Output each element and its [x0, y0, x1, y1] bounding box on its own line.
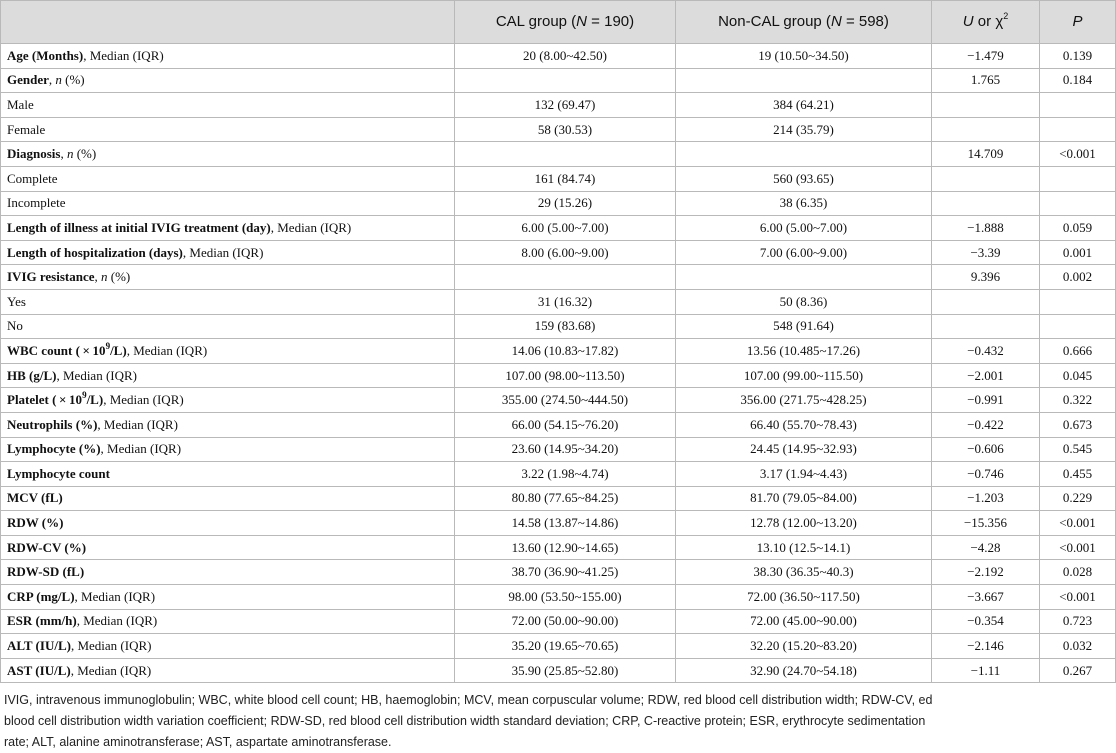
table-row	[1, 240, 1116, 265]
noncal-value-cell	[676, 68, 932, 93]
p-value-cell	[1040, 93, 1116, 118]
row-label-cell	[1, 68, 455, 93]
row-label-suffix: , Median (IQR)	[182, 244, 264, 260]
cal-value-cell: 31 (16.32)	[455, 289, 676, 314]
row-label: ALT (IU/L)	[7, 638, 71, 654]
row-label: MCV (fL)	[7, 490, 63, 506]
header-variable	[1, 1, 455, 44]
table-row	[1, 486, 1116, 511]
statistic-cell: 1.765	[932, 68, 1040, 93]
cal-value-cell: 35.20 (19.65~70.65)	[455, 634, 676, 659]
p-value-cell: 0.229	[1040, 486, 1116, 511]
row-label-suffix: ,	[94, 269, 102, 285]
p-value-cell: <0.001	[1040, 585, 1116, 610]
table-row	[1, 142, 1116, 167]
row-label-suffix2: (%)	[61, 72, 85, 88]
p-value-cell: 0.059	[1040, 216, 1116, 241]
header-noncal-n: N	[830, 13, 842, 30]
noncal-value-cell: 38.30 (36.35~40.3)	[676, 560, 932, 585]
row-label-cell	[1, 535, 455, 560]
row-label-cell	[1, 363, 455, 388]
cal-value-cell: 72.00 (50.00~90.00)	[455, 609, 676, 634]
cal-value-cell: 159 (83.68)	[455, 314, 676, 339]
header-cal-prefix: CAL group (	[495, 13, 577, 30]
table-footnote	[0, 688, 1116, 753]
table-row	[1, 289, 1116, 314]
noncal-value-cell: 19 (10.50~34.50)	[676, 44, 932, 69]
noncal-value-cell	[676, 265, 932, 290]
row-label: WBC count ( × 10	[7, 342, 106, 358]
statistic-cell	[932, 314, 1040, 339]
statistic-cell: −0.354	[932, 609, 1040, 634]
cal-value-cell	[455, 142, 676, 167]
statistic-cell	[932, 166, 1040, 191]
row-label-tail: /L)	[86, 392, 104, 408]
noncal-value-cell: 356.00 (271.75~428.25)	[676, 388, 932, 413]
table-row	[1, 117, 1116, 142]
row-label-cell	[1, 658, 455, 683]
table-row	[1, 339, 1116, 364]
p-value-cell: 0.028	[1040, 560, 1116, 585]
row-label: AST (IU/L)	[7, 662, 71, 678]
statistic-cell: −0.432	[932, 339, 1040, 364]
noncal-value-cell: 13.10 (12.5~14.1)	[676, 535, 932, 560]
header-noncal-group	[676, 1, 932, 44]
table-row	[1, 93, 1116, 118]
header-cal-n: N	[576, 13, 588, 30]
header-stat-mid: or χ	[973, 13, 1004, 30]
table-row	[1, 634, 1116, 659]
row-label-suffix2: (%)	[73, 146, 97, 162]
table-body	[1, 44, 1116, 683]
row-label: No	[7, 318, 23, 334]
cal-value-cell: 20 (8.00~42.50)	[455, 44, 676, 69]
table-row	[1, 535, 1116, 560]
row-label-suffix2: (%)	[107, 269, 131, 285]
row-label: Neutrophils (%)	[7, 416, 98, 432]
p-value-cell: 0.267	[1040, 658, 1116, 683]
noncal-value-cell: 24.45 (14.95~32.93)	[676, 437, 932, 462]
cal-value-cell	[455, 265, 676, 290]
row-label-suffix: , Median (IQR)	[74, 588, 156, 604]
row-label: Lymphocyte count	[7, 465, 110, 481]
statistic-cell: −0.746	[932, 462, 1040, 487]
row-label-italic: n	[101, 269, 108, 285]
statistic-cell: −2.001	[932, 363, 1040, 388]
statistic-cell	[932, 289, 1040, 314]
noncal-value-cell: 12.78 (12.00~13.20)	[676, 511, 932, 536]
row-label-suffix: , Median (IQR)	[97, 416, 178, 432]
row-label: Incomplete	[7, 195, 66, 211]
cal-value-cell: 107.00 (98.00~113.50)	[455, 363, 676, 388]
table-row	[1, 462, 1116, 487]
row-label: RDW (%)	[7, 515, 64, 531]
header-cal-suffix: = 190)	[587, 13, 635, 30]
row-label-suffix: , Median (IQR)	[70, 662, 152, 678]
statistic-cell: −2.146	[932, 634, 1040, 659]
table-row	[1, 511, 1116, 536]
cal-value-cell: 58 (30.53)	[455, 117, 676, 142]
row-label-cell	[1, 314, 455, 339]
statistic-cell: −0.422	[932, 412, 1040, 437]
table-row	[1, 314, 1116, 339]
cal-value-cell: 98.00 (53.50~155.00)	[455, 585, 676, 610]
p-value-cell: <0.001	[1040, 142, 1116, 167]
row-label-cell	[1, 289, 455, 314]
row-label-cell	[1, 511, 455, 536]
row-label-cell	[1, 462, 455, 487]
row-label-suffix: , Median (IQR)	[76, 613, 158, 629]
statistic-cell	[932, 117, 1040, 142]
p-value-cell	[1040, 314, 1116, 339]
statistic-cell: −4.28	[932, 535, 1040, 560]
row-label: Complete	[7, 170, 58, 186]
footnote-line: rate; ALT, alanine aminotransferase; AST, aspartate aminotransferase.	[4, 735, 392, 749]
row-label: IVIG resistance	[7, 269, 95, 285]
row-label: CRP (mg/L)	[7, 588, 75, 604]
header-noncal-suffix: = 598)	[841, 13, 889, 30]
noncal-value-cell: 32.20 (15.20~83.20)	[676, 634, 932, 659]
cal-value-cell: 3.22 (1.98~4.74)	[455, 462, 676, 487]
row-label-cell	[1, 265, 455, 290]
cal-value-cell: 29 (15.26)	[455, 191, 676, 216]
statistic-cell: −3.667	[932, 585, 1040, 610]
row-label-suffix: , Median (IQR)	[56, 367, 137, 383]
row-label-cell	[1, 93, 455, 118]
row-label: Platelet ( × 10	[7, 392, 83, 408]
noncal-value-cell: 6.00 (5.00~7.00)	[676, 216, 932, 241]
statistic-cell	[932, 93, 1040, 118]
row-label: Female	[7, 121, 46, 137]
header-row	[1, 1, 1116, 44]
row-label-cell	[1, 142, 455, 167]
footnote-line: IVIG, intravenous immunoglobulin; WBC, white blood cell count; HB, haemoglobin; MCV, mean corpuscular volume; RDW, red blood cell distribution width; RDW-CV, ed	[4, 693, 933, 707]
header-stat-u: U	[962, 13, 974, 30]
row-label-sup: 9	[105, 340, 111, 351]
noncal-value-cell: 3.17 (1.94~4.43)	[676, 462, 932, 487]
table-row	[1, 191, 1116, 216]
table-row	[1, 265, 1116, 290]
p-value-cell: 0.666	[1040, 339, 1116, 364]
row-label: Diagnosis	[7, 146, 61, 162]
row-label: HB (g/L)	[7, 367, 57, 383]
table-row	[1, 609, 1116, 634]
p-value-cell: <0.001	[1040, 511, 1116, 536]
cal-value-cell: 355.00 (274.50~444.50)	[455, 388, 676, 413]
header-cal-group	[455, 1, 676, 44]
p-value-cell	[1040, 117, 1116, 142]
table-row	[1, 412, 1116, 437]
header-p-value: P	[1040, 1, 1116, 44]
row-label-suffix: , Median (IQR)	[103, 392, 184, 408]
row-label-cell	[1, 117, 455, 142]
footnote-line: blood cell distribution width variation coefficient; RDW-SD, red blood cell distribution width standard deviation; CRP, C-reactive protein; ESR, erythrocyte sedimentation	[4, 714, 926, 728]
row-label-cell	[1, 585, 455, 610]
noncal-value-cell	[676, 142, 932, 167]
header-stat-sup: 2	[1003, 11, 1009, 21]
noncal-value-cell: 107.00 (99.00~115.50)	[676, 363, 932, 388]
row-label: RDW-SD (fL)	[7, 564, 85, 580]
row-label-italic: n	[66, 146, 74, 162]
row-label: Male	[7, 96, 34, 112]
header-statistic	[932, 1, 1040, 44]
statistic-cell: −0.606	[932, 437, 1040, 462]
p-value-cell: 0.723	[1040, 609, 1116, 634]
row-label-suffix: , Median (IQR)	[126, 342, 208, 358]
table-row	[1, 363, 1116, 388]
p-value-cell: 0.455	[1040, 462, 1116, 487]
noncal-value-cell: 548 (91.64)	[676, 314, 932, 339]
statistic-cell	[932, 191, 1040, 216]
row-label: Age (Months)	[7, 47, 84, 63]
p-value-cell: 0.002	[1040, 265, 1116, 290]
cal-value-cell: 66.00 (54.15~76.20)	[455, 412, 676, 437]
noncal-value-cell: 72.00 (36.50~117.50)	[676, 585, 932, 610]
row-label-cell	[1, 44, 455, 69]
noncal-value-cell: 32.90 (24.70~54.18)	[676, 658, 932, 683]
row-label-cell	[1, 388, 455, 413]
header-noncal-prefix: Non-CAL group (	[718, 13, 831, 30]
statistic-cell: −1.203	[932, 486, 1040, 511]
noncal-value-cell: 384 (64.21)	[676, 93, 932, 118]
p-value-cell: 0.545	[1040, 437, 1116, 462]
cal-value-cell: 14.06 (10.83~17.82)	[455, 339, 676, 364]
statistic-cell: −3.39	[932, 240, 1040, 265]
row-label: Gender	[7, 72, 49, 88]
statistic-cell: −1.11	[932, 658, 1040, 683]
row-label: Length of hospitalization (days)	[7, 244, 183, 260]
p-value-cell: 0.045	[1040, 363, 1116, 388]
row-label-cell	[1, 437, 455, 462]
table-row	[1, 585, 1116, 610]
p-value-cell: 0.322	[1040, 388, 1116, 413]
row-label-cell	[1, 191, 455, 216]
row-label-cell	[1, 216, 455, 241]
row-label-cell	[1, 240, 455, 265]
table-row	[1, 658, 1116, 683]
noncal-value-cell: 214 (35.79)	[676, 117, 932, 142]
statistic-cell: −0.991	[932, 388, 1040, 413]
p-value-cell: 0.139	[1040, 44, 1116, 69]
cal-value-cell	[455, 68, 676, 93]
noncal-value-cell: 81.70 (79.05~84.00)	[676, 486, 932, 511]
row-label-suffix: , Median (IQR)	[100, 441, 182, 457]
row-label-italic: n	[55, 72, 62, 88]
cal-value-cell: 14.58 (13.87~14.86)	[455, 511, 676, 536]
p-value-cell: 0.032	[1040, 634, 1116, 659]
row-label-tail: /L)	[110, 342, 127, 358]
table-row	[1, 68, 1116, 93]
cal-value-cell: 38.70 (36.90~41.25)	[455, 560, 676, 585]
row-label-cell	[1, 486, 455, 511]
statistic-cell: −1.888	[932, 216, 1040, 241]
table-row	[1, 560, 1116, 585]
row-label-suffix: , Median (IQR)	[270, 219, 352, 235]
p-value-cell: 0.184	[1040, 68, 1116, 93]
row-label: Length of illness at initial IVIG treatment (day)	[7, 219, 271, 235]
statistic-cell: −2.192	[932, 560, 1040, 585]
table-row	[1, 216, 1116, 241]
cal-value-cell: 161 (84.74)	[455, 166, 676, 191]
statistic-cell: 14.709	[932, 142, 1040, 167]
statistic-cell: 9.396	[932, 265, 1040, 290]
statistic-cell: −1.479	[932, 44, 1040, 69]
p-value-cell	[1040, 289, 1116, 314]
row-label-cell	[1, 166, 455, 191]
cal-value-cell: 132 (69.47)	[455, 93, 676, 118]
row-label: Yes	[7, 293, 26, 309]
statistic-cell: −15.356	[932, 511, 1040, 536]
table-row	[1, 166, 1116, 191]
cal-value-cell: 80.80 (77.65~84.25)	[455, 486, 676, 511]
row-label: ESR (mm/h)	[7, 613, 77, 629]
noncal-value-cell: 72.00 (45.00~90.00)	[676, 609, 932, 634]
table-row	[1, 44, 1116, 69]
row-label-cell	[1, 560, 455, 585]
row-label: RDW-CV (%)	[7, 539, 87, 555]
row-label-suffix: ,	[60, 146, 67, 162]
p-value-cell: 0.673	[1040, 412, 1116, 437]
noncal-value-cell: 7.00 (6.00~9.00)	[676, 240, 932, 265]
p-value-cell: <0.001	[1040, 535, 1116, 560]
p-value-cell	[1040, 191, 1116, 216]
row-label-cell	[1, 412, 455, 437]
table-row	[1, 388, 1116, 413]
noncal-value-cell: 560 (93.65)	[676, 166, 932, 191]
cal-value-cell: 35.90 (25.85~52.80)	[455, 658, 676, 683]
noncal-value-cell: 66.40 (55.70~78.43)	[676, 412, 932, 437]
row-label-cell	[1, 339, 455, 364]
row-label: Lymphocyte (%)	[7, 441, 101, 457]
cal-value-cell: 23.60 (14.95~34.20)	[455, 437, 676, 462]
row-label-sup: 9	[82, 389, 87, 400]
table-row	[1, 437, 1116, 462]
p-value-cell: 0.001	[1040, 240, 1116, 265]
noncal-value-cell: 38 (6.35)	[676, 191, 932, 216]
row-label-cell	[1, 634, 455, 659]
row-label-suffix: ,	[48, 72, 56, 88]
noncal-value-cell: 50 (8.36)	[676, 289, 932, 314]
p-value-cell	[1040, 166, 1116, 191]
row-label-suffix: , Median (IQR)	[83, 47, 164, 63]
cal-value-cell: 8.00 (6.00~9.00)	[455, 240, 676, 265]
noncal-value-cell: 13.56 (10.485~17.26)	[676, 339, 932, 364]
cal-value-cell: 6.00 (5.00~7.00)	[455, 216, 676, 241]
row-label-suffix: , Median (IQR)	[70, 638, 152, 654]
cal-value-cell: 13.60 (12.90~14.65)	[455, 535, 676, 560]
row-label-cell	[1, 609, 455, 634]
